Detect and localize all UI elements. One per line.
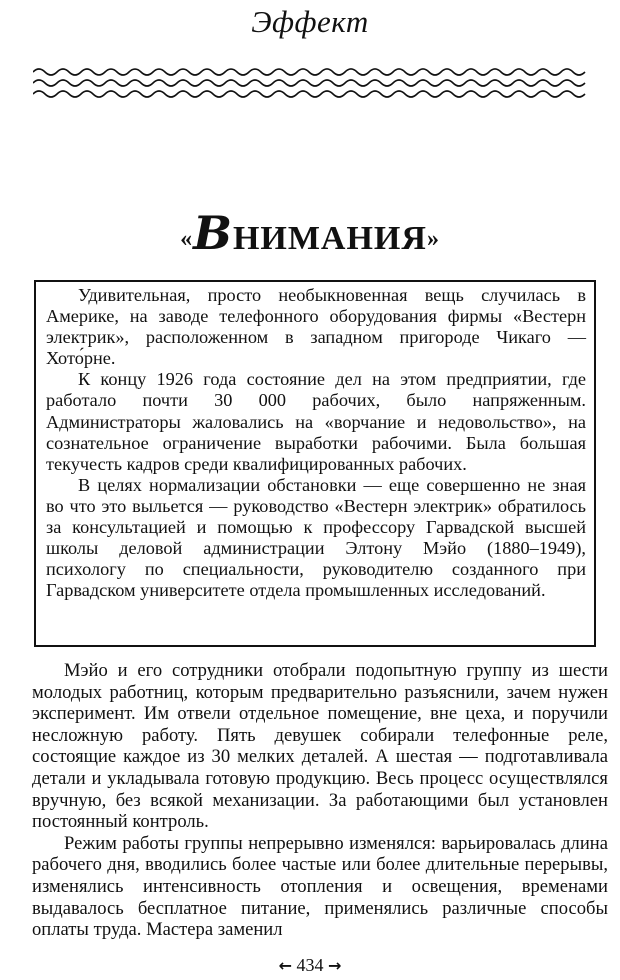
quote-open: «: [180, 226, 194, 252]
page-number: 434: [296, 955, 324, 975]
right-arrow-icon: →: [328, 956, 342, 975]
page-footer: [0, 955, 620, 976]
section-title: [0, 206, 620, 260]
intro-paragraph: В целях нормализации обстановки — еще совершенно не зная во что это выльется — руководство «Вестерн электрик» обратилось за консультацией и помощью к профессору Гарвадской высшей школы деловой администрации Элтону Мэйо (1880–1949), психологу по специальности, руководителю созданного при Гарвадском университете отдела промышленных исследований.: [46, 474, 586, 601]
body-paragraph: Режим работы группы непрерывно изменялся: варьировалась длина рабочего дня, вводились более частые или более длительные перерывы, изменялись интенсивность отопления и освещения, временами выдавалось бесплатное питание, применялись различные способы оплаты труда. Мастера заменил: [32, 832, 608, 941]
intro-paragraph: К концу 1926 года состояние дел на этом предприятии, где работало почти 30 000 рабочих, было напряженным. Администраторы жаловались на «ворчание и недовольство», на сознательное ограничение выработки рабочими. Была большая текучесть кадров среди квалифицированных рабочих.: [46, 369, 586, 474]
intro-paragraph: Удивительная, просто необыкновенная вещь случилась в Америке, на заводе телефонного оборудования фирмы «Вестерн электрик», расположенном в западном пригороде Чикаго — Хото́рне.: [46, 285, 586, 369]
decorative-wave-divider: [33, 66, 589, 100]
title-rest: НИМАНИЯ: [232, 220, 427, 257]
body-paragraph: Мэйо и его сотрудники отобрали подопытную группу из шести молодых работниц, которым предварительно разъяснили, зачем нужен эксперимент. Им отвели отдельное помещение, вне цеха, и поручили несложную работу. Пять девушек собирали телефонные реле, состоящие каждое из 30 мелких деталей. А шестая — подготавливала детали и укладывала готовую продукцию. Весь процесс осуществлялся вручную, без всякой механизации. За работающими был установлен постоянный контроль.: [32, 660, 608, 833]
quote-close: »: [426, 226, 440, 252]
main-body-text: [32, 660, 608, 941]
title-initial-letter: В: [193, 206, 233, 260]
intro-text-block: [46, 285, 586, 601]
running-header-title: Эффект: [251, 4, 369, 39]
left-arrow-icon: ←: [278, 956, 292, 975]
